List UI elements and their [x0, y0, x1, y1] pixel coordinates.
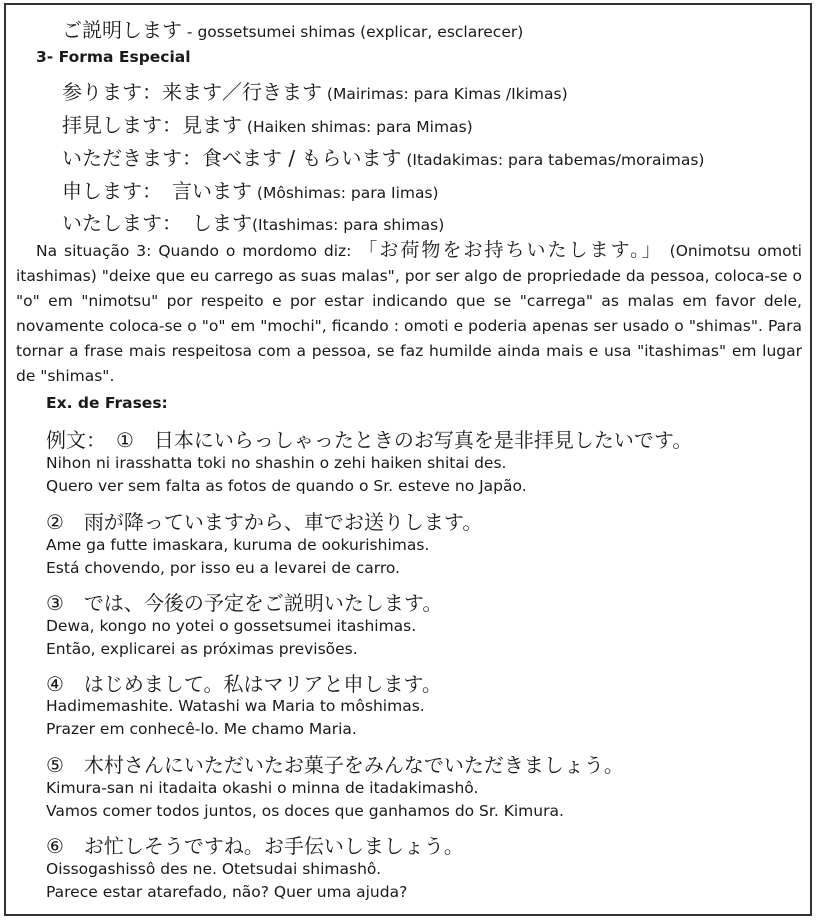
example-romaji: Ame ga futte imaskara, kuruma de ookurishimas. [46, 536, 430, 554]
intro-line [62, 14, 523, 43]
intro-japanese: ご説明します [62, 18, 182, 42]
verb-row [62, 175, 439, 204]
verb-japanese: 拝見します：見ます [62, 113, 242, 137]
example-translation: Quero ver sem falta as fotos de quando o Sr. esteve no Japão. [46, 477, 527, 495]
example-japanese: ③ では、今後の予定をご説明いたします。 [46, 591, 443, 615]
example-translation: Está chovendo, por isso eu a levarei de carro. [46, 559, 401, 577]
verb-translation: (Mairimas: para Kimas /Ikimas) [322, 85, 568, 103]
example-romaji: Hadimemashite. Watashi wa Maria to môshimas. [46, 697, 425, 715]
verb-translation: (Haiken shimas: para Mimas) [242, 118, 473, 136]
verb-row [62, 142, 704, 171]
example-translation: Parece estar atarefado, não? Quer uma ajuda? [46, 883, 408, 901]
example-translation: Vamos comer todos juntos, os doces que ganhamos do Sr. Kimura. [46, 802, 564, 820]
example-romaji: Oissogashissô des ne. Otetsudai shimashô. [46, 860, 382, 878]
verb-japanese: 参ります：来ます／行きます [62, 80, 322, 104]
verb-row [62, 76, 568, 105]
intro-translation: - gossetsumei shimas (explicar, esclarecer) [182, 23, 524, 41]
example-japanese: ② 雨が降っていますから、車でお送りします。 [46, 510, 483, 534]
verb-translation: (Môshimas: para Iimas) [252, 184, 439, 202]
verb-japanese: いただきます：食べます / もらいます [62, 146, 402, 170]
paragraph-quote: 「お荷物をお持ちいたします。」 [358, 239, 663, 261]
example-romaji: Kimura-san ni itadaita okashi o minna de itadakimashô. [46, 779, 479, 797]
verb-row [62, 109, 473, 138]
example-japanese: 例文： ① 日本にいらっしゃったときのお写真を是非拝見したいです。 [46, 428, 693, 452]
examples-title: Ex. de Frases: [46, 394, 168, 412]
example-translation: Prazer em conhecê-lo. Me chamo Maria. [46, 720, 357, 738]
verb-japanese: 申します： 言います [62, 179, 252, 203]
example-romaji: Nihon ni irasshatta toki no shashin o zehi haiken shitai des. [46, 454, 507, 472]
verb-row [62, 207, 444, 236]
verb-japanese: いたします： します [62, 211, 252, 235]
example-japanese: ⑤ 木村さんにいただいたお菓子をみんなでいただきましょう。 [46, 753, 624, 777]
example-japanese: ⑥ お忙しそうですね。お手伝いしましょう。 [46, 834, 464, 858]
example-japanese: ④ はじめまして。私はマリアと申します。 [46, 672, 442, 696]
verb-translation: (Itashimas: para shimas) [252, 216, 445, 234]
explanation-paragraph [16, 238, 802, 389]
example-romaji: Dewa, kongo no yotei o gossetsumei itashimas. [46, 617, 417, 635]
section-title: 3- Forma Especial [36, 48, 191, 66]
verb-translation: (Itadakimas: para tabemas/moraimas) [401, 151, 705, 169]
paragraph-body: (Onimotsu omoti itashimas) "deixe que eu carrego as suas malas", por ser algo de propriedade da pessoa, coloca-se o "o" em "nimotsu" por respeito e por estar indicando que se "carrega" as malas em favor dele, novamente coloca-se o "o" em "mochi", ficando : omoti e poderia apenas ser usado o "shimas". Para tornar a frase mais respeitosa com a pessoa, se faz humilde ainda mais e usa "itashimas" em lugar de "shimas". [16, 242, 802, 385]
example-translation: Então, explicarei as próximas previsões. [46, 640, 358, 658]
paragraph-lead: Na situação 3: Quando o mordomo diz: [36, 242, 359, 260]
